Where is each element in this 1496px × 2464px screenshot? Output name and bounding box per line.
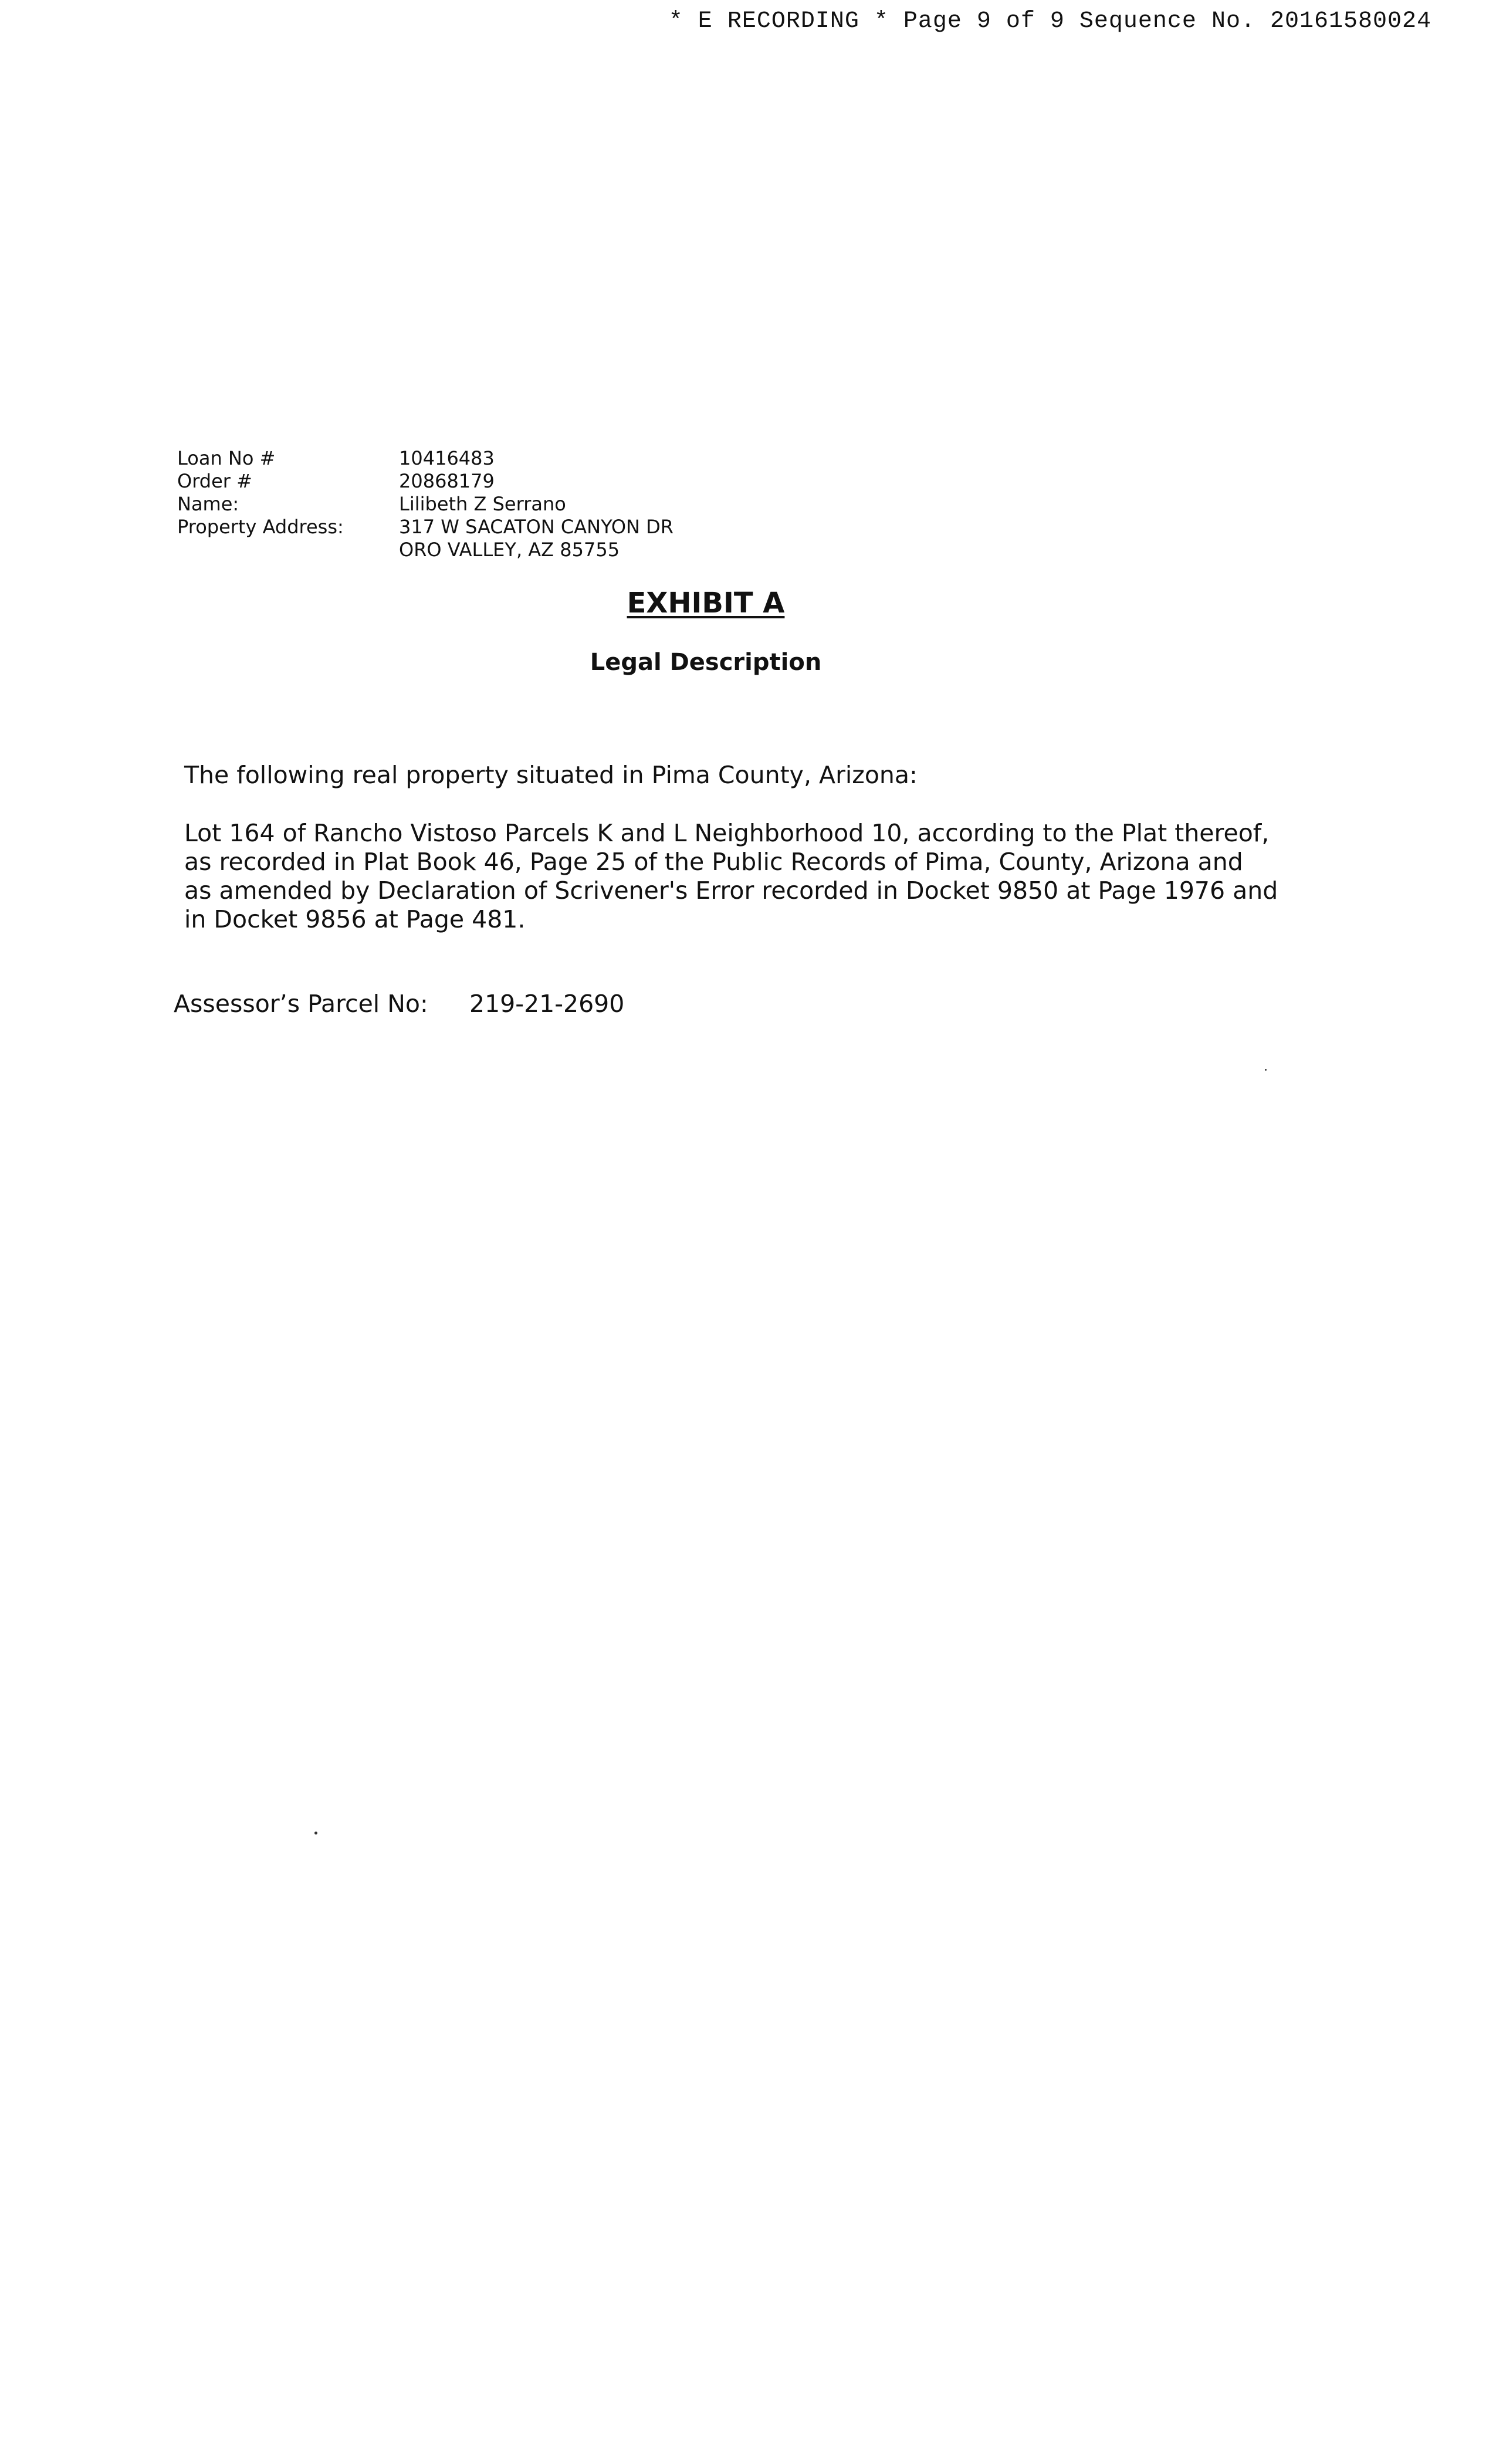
assessor-parcel-value: 219-21-2690 bbox=[469, 990, 625, 1018]
property-address-spacer bbox=[177, 539, 399, 561]
loan-number-row bbox=[177, 447, 673, 470]
order-number-label: Order # bbox=[177, 470, 252, 492]
exhibit-title: EXHIBIT A bbox=[627, 587, 785, 620]
recording-header: * E RECORDING * Page 9 of 9 Sequence No. 20161580024 bbox=[668, 8, 1431, 35]
name-value: Lilibeth Z Serrano bbox=[399, 493, 566, 515]
assessor-parcel-label: Assessor’s Parcel No: bbox=[174, 990, 428, 1018]
property-address-line1: 317 W SACATON CANYON DR bbox=[399, 516, 674, 538]
legal-description-line: as amended by Declaration of Scrivener's Error recorded in Docket 9850 at Page 1976 and bbox=[184, 876, 1278, 905]
property-address-label: Property Address: bbox=[177, 516, 344, 538]
property-address-row-2 bbox=[177, 539, 673, 561]
loan-info-block bbox=[177, 447, 673, 561]
legal-description-line: in Docket 9856 at Page 481. bbox=[184, 905, 526, 933]
name-row bbox=[177, 493, 673, 516]
name-label: Name: bbox=[177, 493, 239, 515]
order-number-row bbox=[177, 470, 673, 493]
loan-number-value: 10416483 bbox=[399, 447, 495, 469]
property-address-row bbox=[177, 516, 673, 539]
assessor-parcel-row bbox=[174, 989, 624, 1018]
scan-speck bbox=[1265, 1069, 1267, 1071]
legal-description-line: as recorded in Plat Book 46, Page 25 of the Public Records of Pima, County, Arizona and bbox=[184, 848, 1243, 876]
order-number-value: 20868179 bbox=[399, 470, 495, 492]
property-address-line2: ORO VALLEY, AZ 85755 bbox=[399, 539, 620, 561]
legal-description-line: Lot 164 of Rancho Vistoso Parcels K and L Neighborhood 10, according to the Plat thereof, bbox=[184, 819, 1270, 847]
legal-description-paragraph bbox=[184, 819, 1287, 934]
intro-paragraph: The following real property situated in Pima County, Arizona: bbox=[184, 761, 918, 789]
loan-number-label: Loan No # bbox=[177, 447, 276, 469]
exhibit-subtitle: Legal Description bbox=[590, 649, 822, 676]
scan-speck bbox=[314, 1832, 317, 1835]
